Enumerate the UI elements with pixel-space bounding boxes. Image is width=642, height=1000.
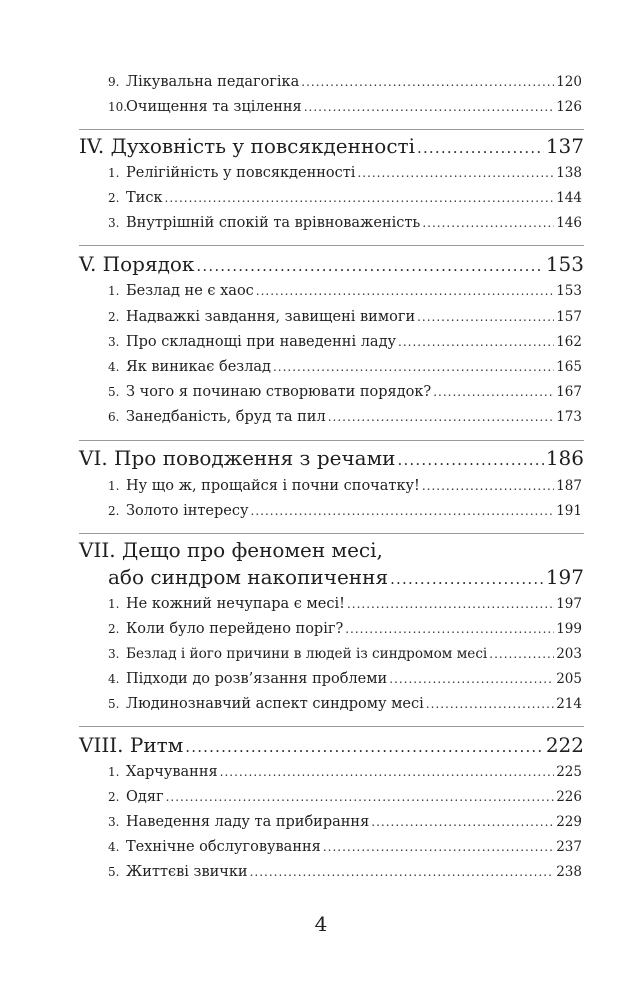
toc-entry [108, 764, 582, 786]
toc-entry [108, 789, 582, 811]
chapter-page: 137 [545, 134, 584, 158]
entry-title: Про складнощі при наведенні ладу [126, 334, 397, 350]
entry-number: 1. [108, 284, 120, 298]
dot-leader [301, 75, 554, 89]
entry-page: 120 [556, 74, 582, 90]
dot-leader [328, 410, 555, 424]
toc-entry [108, 596, 582, 618]
dot-leader [422, 216, 554, 230]
dot-leader [304, 100, 555, 114]
toc-entry [108, 99, 582, 121]
toc-entry [108, 646, 582, 668]
toc-entry [108, 190, 582, 212]
entry-number: 9. [108, 75, 120, 89]
toc-entry [108, 74, 582, 96]
entry-number: 1. [108, 765, 120, 779]
entry-number: 10. [108, 100, 128, 114]
entry-number: 3. [108, 216, 120, 230]
entry-number: 3. [108, 815, 120, 829]
entry-number: 2. [108, 622, 120, 636]
dot-leader [250, 865, 555, 879]
chapter-title: V. Порядок [79, 252, 195, 276]
entry-title: Лікувальна педагогіка [126, 74, 300, 90]
toc-entry [108, 384, 582, 406]
entry-page: 157 [556, 309, 582, 325]
toc-entry [108, 334, 582, 356]
entry-title: Харчування [126, 764, 218, 780]
entry-title: Технічне обслуговування [126, 839, 321, 855]
chapter-title: VI. Про поводження з речами [79, 446, 396, 470]
entry-number: 5. [108, 385, 120, 399]
entry-page: 153 [556, 283, 582, 299]
dot-leader [417, 139, 544, 157]
dot-leader [220, 765, 555, 779]
dot-leader [251, 504, 555, 518]
dot-leader [357, 166, 554, 180]
dot-leader [426, 697, 554, 711]
dot-leader [390, 570, 544, 588]
entry-page: 126 [556, 99, 582, 115]
dot-leader [489, 647, 554, 661]
toc-chapter [79, 252, 584, 280]
dot-leader [165, 191, 555, 205]
toc-entry [108, 503, 582, 525]
entry-page: 138 [556, 165, 582, 181]
entry-title: Надважкі завдання, завищені вимоги [126, 309, 416, 325]
toc-entry [108, 696, 582, 718]
entry-title: Одяг [126, 789, 164, 805]
entry-number: 5. [108, 865, 120, 879]
toc-entry [108, 215, 582, 237]
section-divider [79, 245, 584, 246]
entry-title: Золото інтересу [126, 503, 249, 519]
entry-page: 199 [556, 621, 582, 637]
entry-page: 238 [556, 864, 582, 880]
section-divider [79, 726, 584, 727]
entry-page: 173 [556, 409, 582, 425]
toc-entry [108, 621, 582, 643]
entry-number: 1. [108, 479, 120, 493]
entry-number: 4. [108, 360, 120, 374]
entry-page: 225 [556, 764, 582, 780]
dot-leader [345, 622, 554, 636]
dot-leader [323, 840, 554, 854]
dot-leader [433, 385, 554, 399]
chapter-title-line2: або синдром накопичення [108, 565, 389, 589]
dot-leader [347, 597, 554, 611]
chapter-page: 197 [545, 565, 584, 589]
page-number: 4 [314, 912, 328, 936]
chapter-title: VIII. Ритм [79, 733, 184, 757]
entry-number: 4. [108, 840, 120, 854]
entry-number: 1. [108, 597, 120, 611]
entry-title: Безлад і його причини в людей із синдромом месі [126, 646, 488, 662]
entry-title: Людинознавчий аспект синдрому месі [126, 696, 424, 712]
entry-title: Тиск [126, 190, 163, 206]
dot-leader [417, 310, 554, 324]
toc-chapter [79, 134, 584, 162]
toc-chapter [108, 565, 584, 593]
entry-number: 2. [108, 310, 120, 324]
entry-page: 197 [556, 596, 582, 612]
dot-leader [196, 257, 543, 275]
entry-number: 4. [108, 672, 120, 686]
toc-chapter [79, 446, 584, 474]
entry-number: 2. [108, 504, 120, 518]
entry-number: 3. [108, 335, 120, 349]
chapter-page: 186 [545, 446, 584, 470]
entry-title: Ну що ж, прощайся і почни спочатку! [126, 478, 420, 494]
entry-title: Наведення ладу та прибирання [126, 814, 370, 830]
dot-leader [185, 738, 544, 756]
chapter-page: 222 [545, 733, 584, 757]
section-divider [79, 129, 584, 130]
entry-title: Не кожний нечупара є месі! [126, 596, 345, 612]
entry-title: Безлад не є хаос [126, 283, 254, 299]
dot-leader [422, 479, 554, 493]
toc-entry [108, 478, 582, 500]
entry-title: Релігійність у повсякденності [126, 165, 356, 181]
entry-page: 237 [556, 839, 582, 855]
toc-entry [108, 864, 582, 886]
dot-leader [389, 672, 554, 686]
entry-title: З чого я починаю створювати порядок? [126, 384, 432, 400]
toc-entry [108, 359, 582, 381]
entry-number: 2. [108, 191, 120, 205]
toc-entry [108, 283, 582, 305]
dot-leader [398, 451, 544, 469]
toc-entry [108, 814, 582, 836]
entry-title: Підходи до розв’язання проблеми [126, 671, 388, 687]
dot-leader [256, 284, 554, 298]
entry-title: Занедбаність, бруд та пил [126, 409, 326, 425]
entry-page: 205 [556, 671, 582, 687]
entry-page: 167 [556, 384, 582, 400]
entry-page: 144 [556, 190, 582, 206]
chapter-title-line1: VII. Дещо про феномен месі, [79, 538, 383, 562]
toc-entry [108, 309, 582, 331]
entry-page: 214 [556, 696, 582, 712]
entry-page: 146 [556, 215, 582, 231]
dot-leader [273, 360, 554, 374]
chapter-page: 153 [545, 252, 584, 276]
entry-page: 165 [556, 359, 582, 375]
dot-leader [371, 815, 554, 829]
entry-title: Життєві звички [126, 864, 248, 880]
entry-number: 2. [108, 790, 120, 804]
entry-page: 203 [556, 646, 582, 662]
entry-page: 229 [556, 814, 582, 830]
toc-chapter [79, 733, 584, 761]
dot-leader [398, 335, 554, 349]
entry-number: 3. [108, 647, 120, 661]
entry-page: 191 [556, 503, 582, 519]
entry-number: 1. [108, 166, 120, 180]
section-divider [79, 533, 584, 534]
entry-page: 162 [556, 334, 582, 350]
entry-title: Очищення та зцілення [126, 99, 302, 115]
toc-entry [108, 671, 582, 693]
entry-page: 226 [556, 789, 582, 805]
section-divider [79, 440, 584, 441]
dot-leader [166, 790, 555, 804]
entry-page: 187 [556, 478, 582, 494]
toc-entry [108, 165, 582, 187]
entry-number: 6. [108, 410, 120, 424]
toc-entry [108, 839, 582, 861]
entry-title: Коли було перейдено поріг? [126, 621, 344, 637]
entry-title: Як виникає безлад [126, 359, 271, 375]
chapter-title: IV. Духовність у повсякденності [79, 134, 415, 158]
entry-number: 5. [108, 697, 120, 711]
toc-entry [108, 409, 582, 431]
entry-title: Внутрішній спокій та врівноваженість [126, 215, 421, 231]
